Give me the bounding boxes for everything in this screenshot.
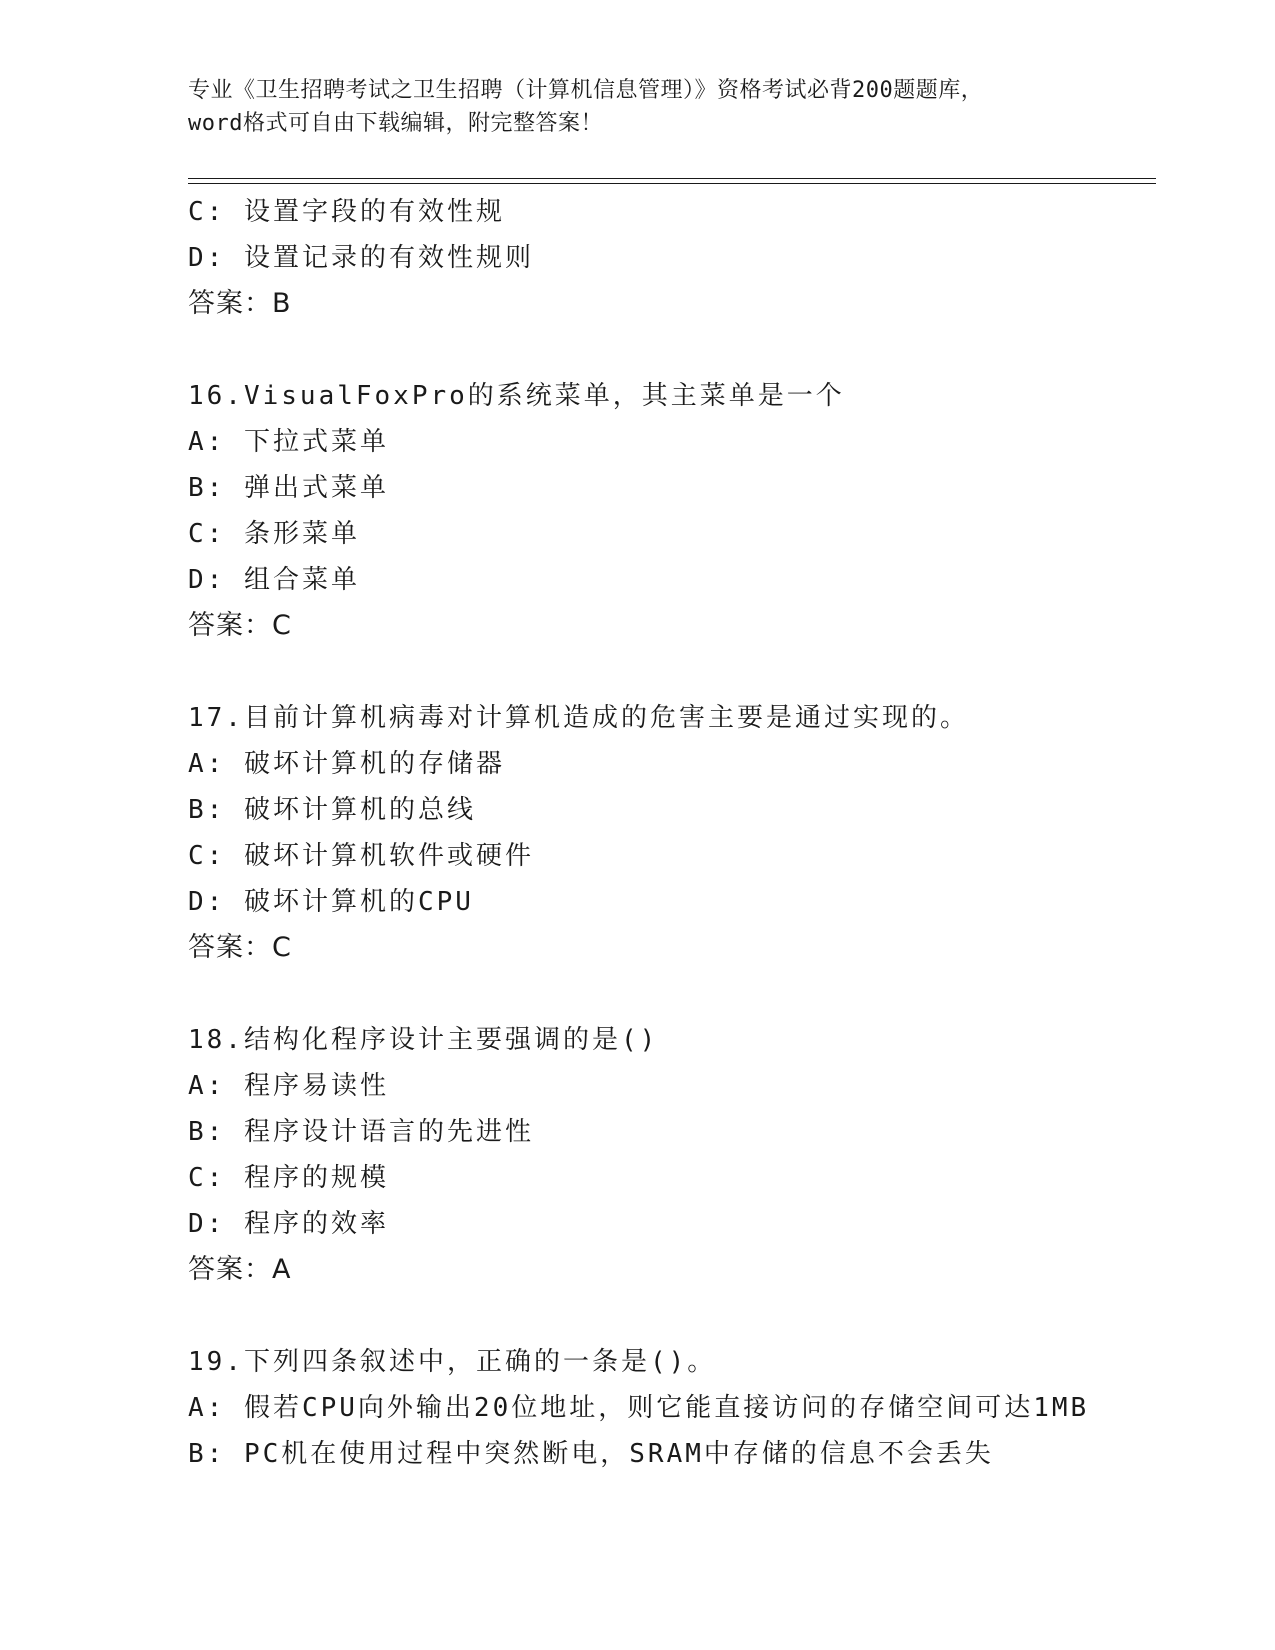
option-b: B: 程序设计语言的先进性 — [188, 1117, 534, 1147]
question-16 — [188, 373, 1156, 649]
question-stem: 18.结构化程序设计主要强调的是() — [188, 1025, 659, 1055]
option-a: A: 破坏计算机的存储器 — [188, 749, 505, 779]
question-stem: 17.目前计算机病毒对计算机造成的危害主要是通过实现的。 — [188, 703, 969, 733]
spacer — [188, 649, 1156, 695]
spacer — [188, 971, 1156, 1017]
option-a: A: 程序易读性 — [188, 1071, 389, 1101]
question-stem: 16.VisualFoxPro的系统菜单，其主菜单是一个 — [188, 381, 845, 411]
spacer — [188, 327, 1156, 373]
answer: 答案：B — [188, 288, 292, 319]
question-19 — [188, 1339, 1156, 1477]
option-c: C: 设置字段的有效性规 — [188, 197, 505, 227]
header-title-line-2: word格式可自由下载编辑，附完整答案！ — [188, 111, 603, 136]
option-b: B: PC机在使用过程中突然断电，SRAM中存储的信息不会丢失 — [188, 1439, 994, 1469]
option-c: C: 程序的规模 — [188, 1163, 389, 1193]
spacer — [188, 1293, 1156, 1339]
option-d: D: 破坏计算机的CPU — [188, 887, 474, 917]
document-header — [188, 74, 1088, 140]
header-divider-top — [188, 178, 1156, 179]
option-c: C: 条形菜单 — [188, 519, 360, 549]
option-d: D: 设置记录的有效性规则 — [188, 243, 534, 273]
question-list — [188, 189, 1156, 1477]
option-b: B: 弹出式菜单 — [188, 473, 389, 503]
answer: 答案：C — [188, 932, 292, 963]
option-a: A: 下拉式菜单 — [188, 427, 389, 457]
option-a: A: 假若CPU向外输出20位地址，则它能直接访问的存储空间可达1MB — [188, 1393, 1090, 1423]
header-title-line-1: 专业《卫生招聘考试之卫生招聘（计算机信息管理）》资格考试必背200题题库， — [188, 78, 984, 103]
option-d: D: 程序的效率 — [188, 1209, 389, 1239]
header-divider-bottom — [188, 183, 1156, 184]
option-c: C: 破坏计算机软件或硬件 — [188, 841, 534, 871]
question-stem: 19.下列四条叙述中，正确的一条是()。 — [188, 1347, 717, 1377]
option-b: B: 破坏计算机的总线 — [188, 795, 476, 825]
option-d: D: 组合菜单 — [188, 565, 360, 595]
answer: 答案：A — [188, 1254, 292, 1285]
question-17 — [188, 695, 1156, 971]
question-15-continued — [188, 189, 1156, 327]
question-18 — [188, 1017, 1156, 1293]
answer: 答案：C — [188, 610, 292, 641]
